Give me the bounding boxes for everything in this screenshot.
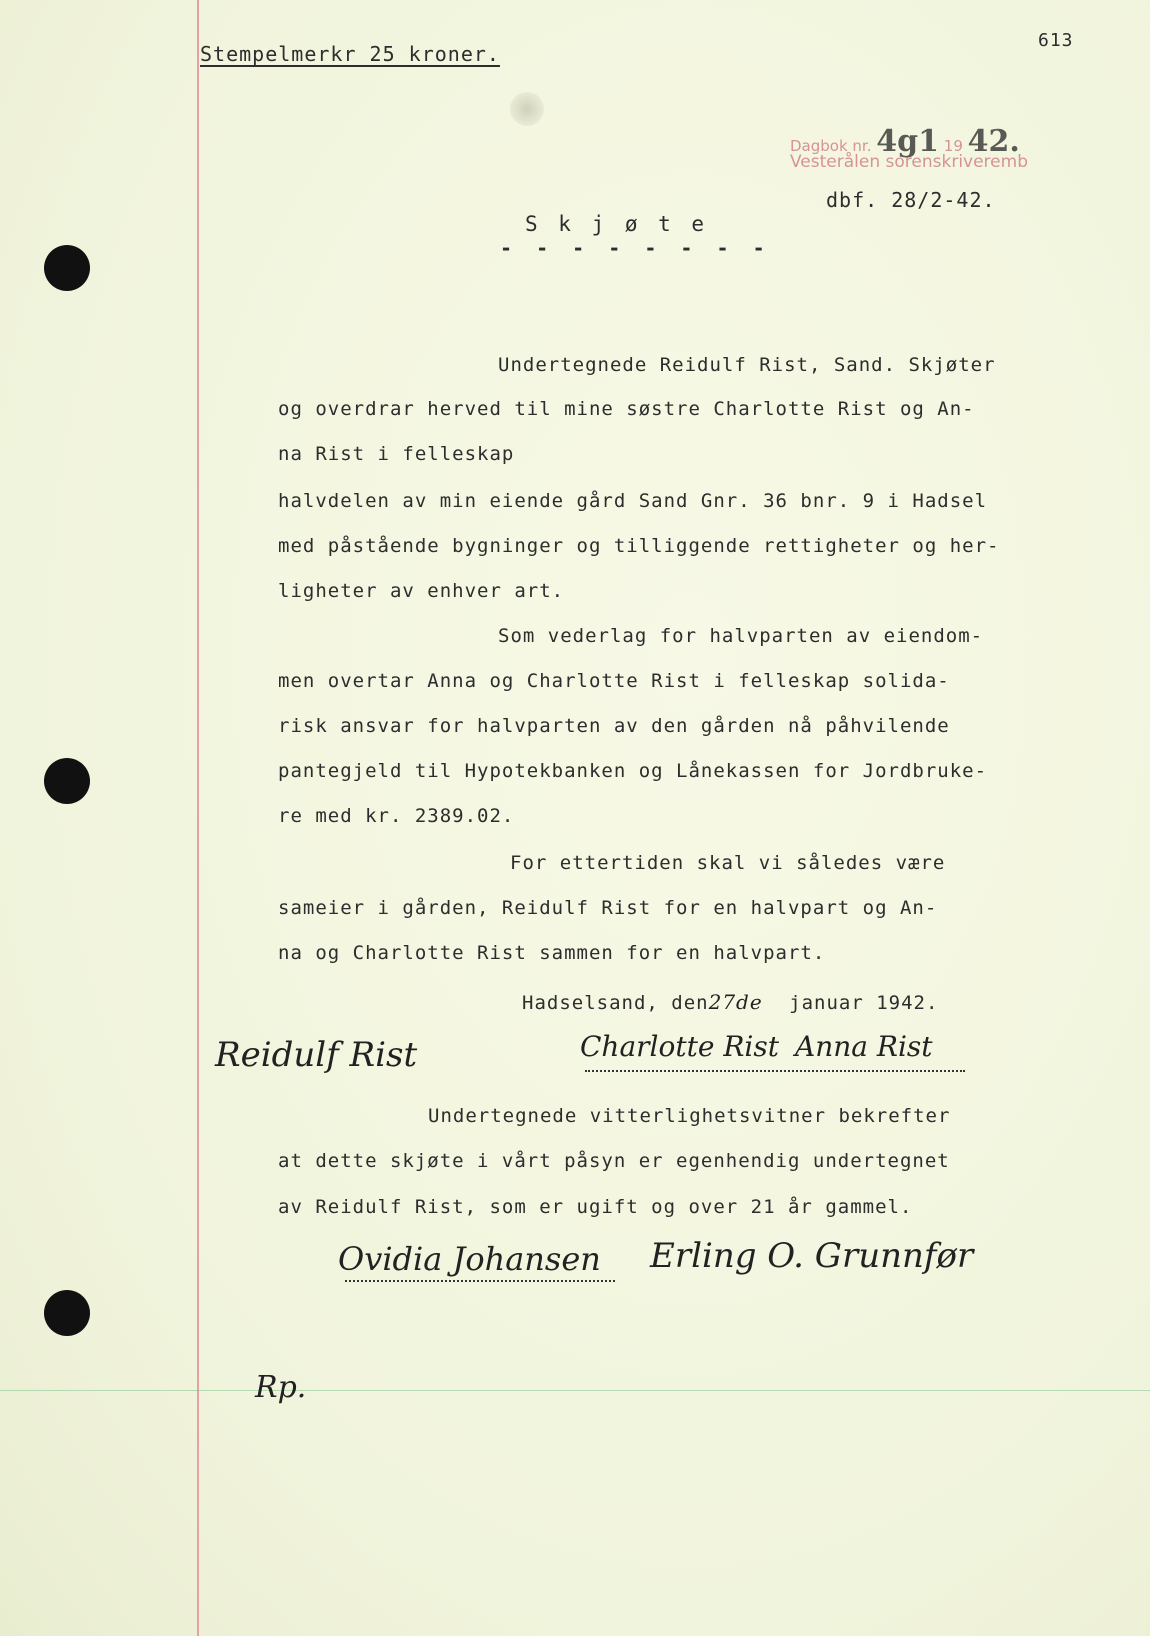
punch-hole-bottom	[44, 1290, 90, 1336]
stamp-duty-note: Stempelmerkr 25 kroner.	[200, 42, 500, 66]
place-date-suffix: januar 1942.	[789, 992, 939, 1014]
p2-line5: re med kr. 2389.02.	[278, 805, 515, 827]
p2-line4: pantegjeld til Hypotekbanken og Lånekassen for Jordbruke-	[278, 760, 988, 782]
signature-seller: Reidulf Rist	[215, 1035, 418, 1075]
scan-artifact-line	[0, 1390, 1150, 1391]
signature-buyer1: Charlotte Rist	[580, 1030, 779, 1063]
p2-line3: risk ansvar for halvparten av den gården nå påhvilende	[278, 715, 950, 737]
title-rule: - - - - - - - -	[500, 236, 771, 260]
p1-line3: na Rist i felleskap	[278, 443, 515, 465]
place-date	[522, 990, 938, 1014]
witness-signature-2: Erling O. Grunnfør	[650, 1236, 974, 1276]
p1-line2: og overdrar herved til mine søstre Charlotte Rist og An-	[278, 398, 975, 420]
registry-stamp-line2: Vesterålen sorenskriveremb	[790, 152, 1028, 172]
registry-number: 4g1	[876, 124, 939, 159]
ink-smudge	[510, 92, 544, 126]
document-title: S k j ø t e	[525, 212, 709, 236]
p2-line1: Som vederlag for halvparten av eiendom-	[498, 625, 984, 647]
p1-line6: ligheter av enhver art.	[278, 580, 565, 602]
registry-year-prefix: 19	[943, 137, 963, 155]
p2-line2: men overtar Anna og Charlotte Rist i felleskap solida-	[278, 670, 950, 692]
witness-line3: av Reidulf Rist, som er ugift og over 21 år gammel.	[278, 1196, 913, 1218]
place-date-prefix: Hadselsand, den	[522, 992, 709, 1014]
p3-line1: For ettertiden skal vi således være	[510, 852, 946, 874]
witness-signature-1: Ovidia Johansen	[338, 1240, 601, 1278]
p1-line1: Undertegnede Reidulf Rist, Sand. Skjøter	[498, 354, 996, 376]
witness-signature-line	[345, 1280, 615, 1282]
p3-line3: na og Charlotte Rist sammen for en halvpart.	[278, 942, 826, 964]
witness-line2: at dette skjøte i vårt påsyn er egenhendig undertegnet	[278, 1150, 950, 1172]
punch-hole-top	[44, 245, 90, 291]
clerk-initials: Rp.	[255, 1370, 307, 1405]
page-number: 613	[1038, 30, 1074, 51]
signature-buyer2: Anna Rist	[795, 1030, 933, 1063]
registry-prefix: Dagbok nr.	[790, 137, 872, 155]
signature-line-buyers	[585, 1070, 965, 1072]
dbf-date: dbf. 28/2-42.	[826, 188, 996, 212]
registry-year: 42.	[967, 124, 1020, 159]
p1-line5: med påstående bygninger og tilliggende rettigheter og her-	[278, 535, 1000, 557]
place-date-day: 27de	[708, 990, 763, 1014]
p3-line2: sameier i gården, Reidulf Rist for en halvpart og An-	[278, 897, 938, 919]
punch-hole-middle	[44, 758, 90, 804]
witness-line1: Undertegnede vitterlighetsvitner bekrefter	[428, 1105, 951, 1127]
p1-line4: halvdelen av min eiende gård Sand Gnr. 36 bnr. 9 i Hadsel	[278, 490, 988, 512]
